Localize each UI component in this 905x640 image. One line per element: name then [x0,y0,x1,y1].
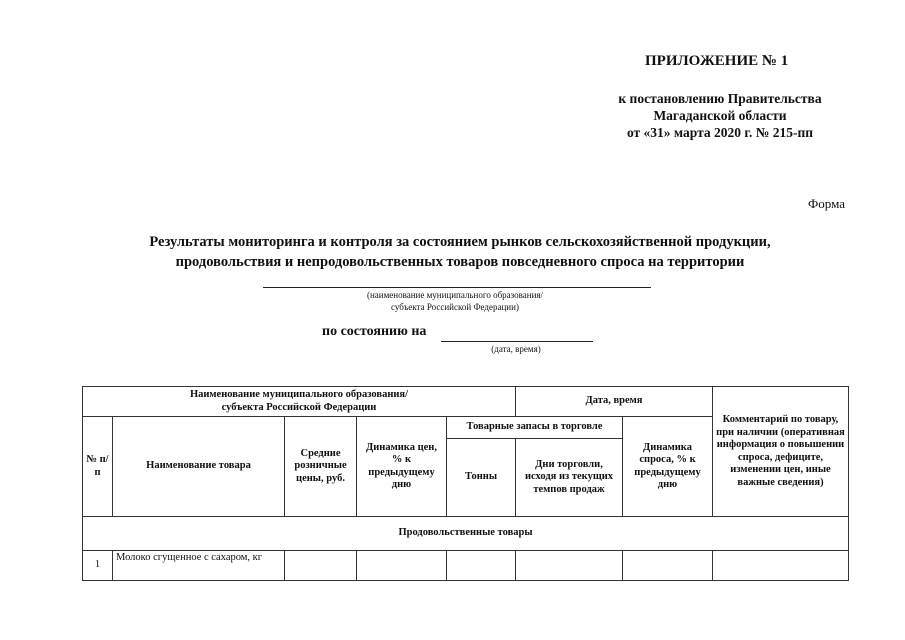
appendix-title: ПРИЛОЖЕНИЕ № 1 [645,53,789,69]
row-price-dynamics-cell [357,551,447,581]
decree-reference [560,90,880,141]
tons-header: Тонны [447,439,516,517]
decree-line-3: от «31» марта 2020 г. № 215-пп [626,125,814,140]
form-label: Форма [808,196,845,211]
product-name-header: Наименование товара [113,417,285,517]
number-header: № п/п [83,417,113,517]
decree-line-2: Магаданской области [653,108,787,123]
row-trade-days-cell [516,551,623,581]
table-row [83,551,849,581]
section-row [83,517,849,551]
date-caption: (дата, время) [491,344,541,354]
decree-line-1: к постановлению Правительства [618,91,822,106]
title-line-2: продовольствия и непродовольственных товаров повседневного спроса на территории [175,254,745,270]
monitoring-table [82,386,849,581]
comment-header: Комментарий по товару, при наличии (оперативная информация о повышении спроса, дефиците, изменении цен, иные важные сведения) [713,387,849,517]
stock-group-header: Товарные запасы в торговле [447,417,623,439]
territory-caption-line-2: субъекта Российской Федерации) [391,302,519,312]
row-demand-dynamics-cell [623,551,713,581]
table-header-row-1 [83,387,849,417]
avg-price-header: Средние розничные цены, руб. [285,417,357,517]
territory-fill-line [263,287,651,288]
as-of-label: по состоянию на [322,324,427,339]
row-tons-cell [447,551,516,581]
section-food-header: Продовольственные товары [83,517,849,551]
row-product-name: Молоко сгущенное с сахаром, кг [113,551,285,581]
date-fill-line [441,341,593,342]
row-number: 1 [83,551,113,581]
territory-caption [300,289,610,313]
row-comment-cell [713,551,849,581]
price-dynamics-header: Динамика цен, % к предыдущему дню [357,417,447,517]
demand-dynamics-header: Динамика спроса, % к предыдущему дню [623,417,713,517]
document-title [60,232,860,272]
row-avg-price-cell [285,551,357,581]
title-line-1: Результаты мониторинга и контроля за состоянием рынков сельскохозяйственной продукции, [149,234,771,250]
trade-days-header: Дни торговли, исходя из текущих темпов продаж [516,439,623,517]
date-time-header: Дата, время [516,387,713,417]
municipality-header: Наименование муниципального образования/ субъекта Российской Федерации [83,387,516,417]
territory-caption-line-1: (наименование муниципального образования/ [366,290,544,300]
